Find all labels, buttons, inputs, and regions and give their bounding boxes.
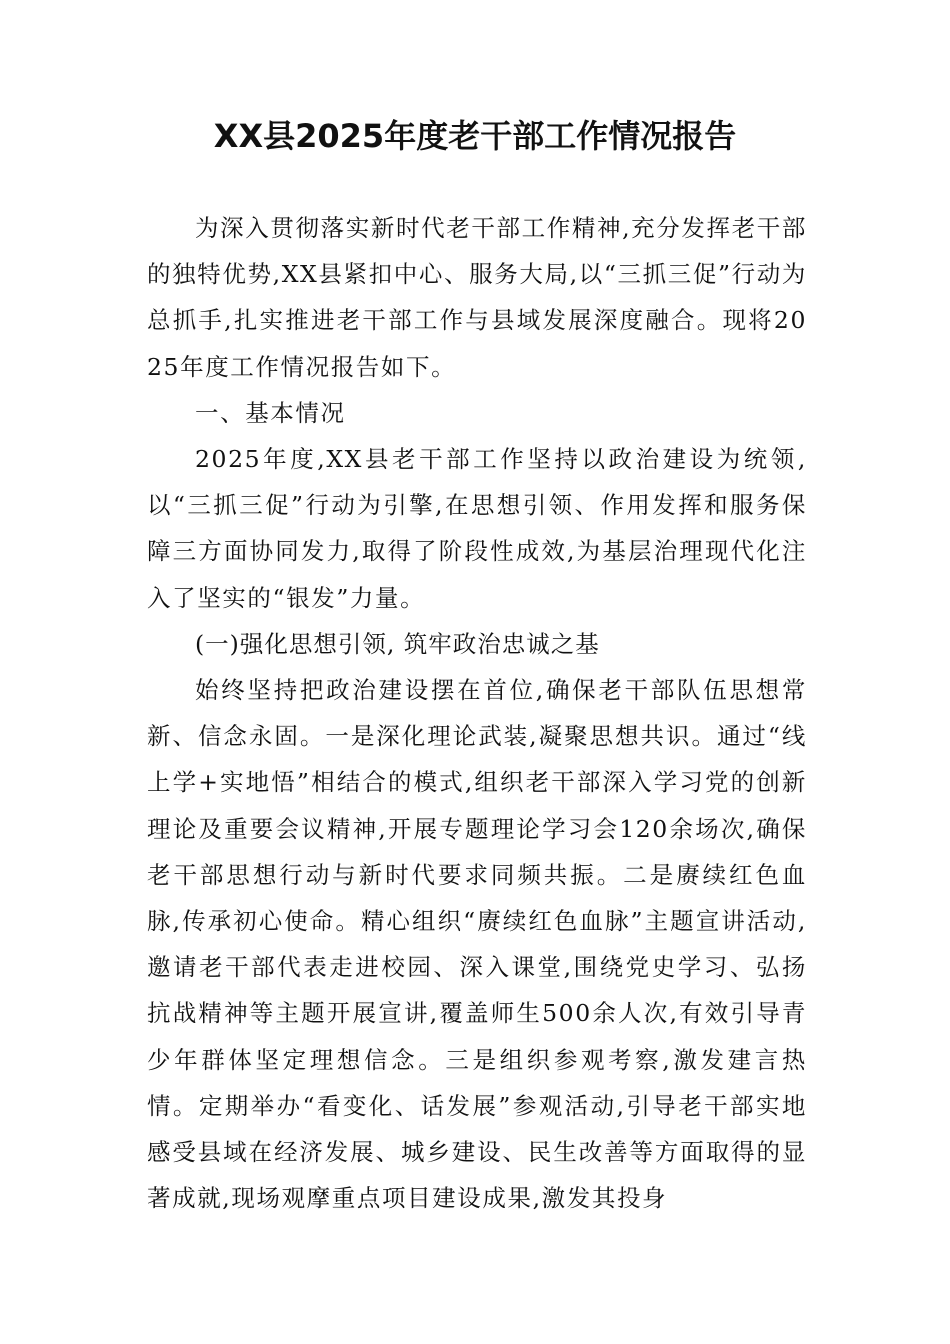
subsection-body-paragraph: 始终坚持把政治建设摆在首位,确保老干部队伍思想常新、信念永固。一是深化理论武装,凝聚思想共识。通过“线上学+实地悟”相结合的模式,组织老干部深入学习党的创新理论及重要会议精神,开展专题理论学习会120余场次,确保老干部思想行动与新时代要求同频共振。二是赓续红色血脉,传承初心使命。精心组织“赓续红色血脉”主题宣讲活动,邀请老干部代表走进校园、深入课堂,围绕党史学习、弘扬抗战精神等主题开展宣讲,覆盖师生500余人次,有效引导青少年群体坚定理想信念。三是组织参观考察,激发建言热情。定期举办“看变化、话发展”参观活动,引导老干部实地感受县域在经济发展、城乡建设、民生改善等方面取得的显著成就,现场观摩重点项目建设成果,激发其投身 xyxy=(147,676,807,1213)
section-heading-basic-situation: 一、基本情况 xyxy=(195,398,346,427)
section-summary-paragraph: 2025年度,XX县老干部工作坚持以政治建设为统领,以“三抓三促”行动为引擎,在思想引领、作用发挥和服务保障三方面协同发力,取得了阶段性成效,为基层治理现代化注入了坚实的“银发”力量。 xyxy=(147,445,807,612)
document-body xyxy=(147,205,807,1221)
document-title: XX县2025年度老干部工作情况报告 xyxy=(213,117,737,155)
subsection-heading-ideological-guidance: (一)强化思想引领, 筑牢政治忠诚之基 xyxy=(195,629,600,658)
intro-paragraph: 为深入贯彻落实新时代老干部工作精神,充分发挥老干部的独特优势,XX县紧扣中心、服务大局,以“三抓三促”行动为总抓手,扎实推进老干部工作与县域发展深度融合。现将2025年度工作情况报告如下。 xyxy=(147,214,807,381)
